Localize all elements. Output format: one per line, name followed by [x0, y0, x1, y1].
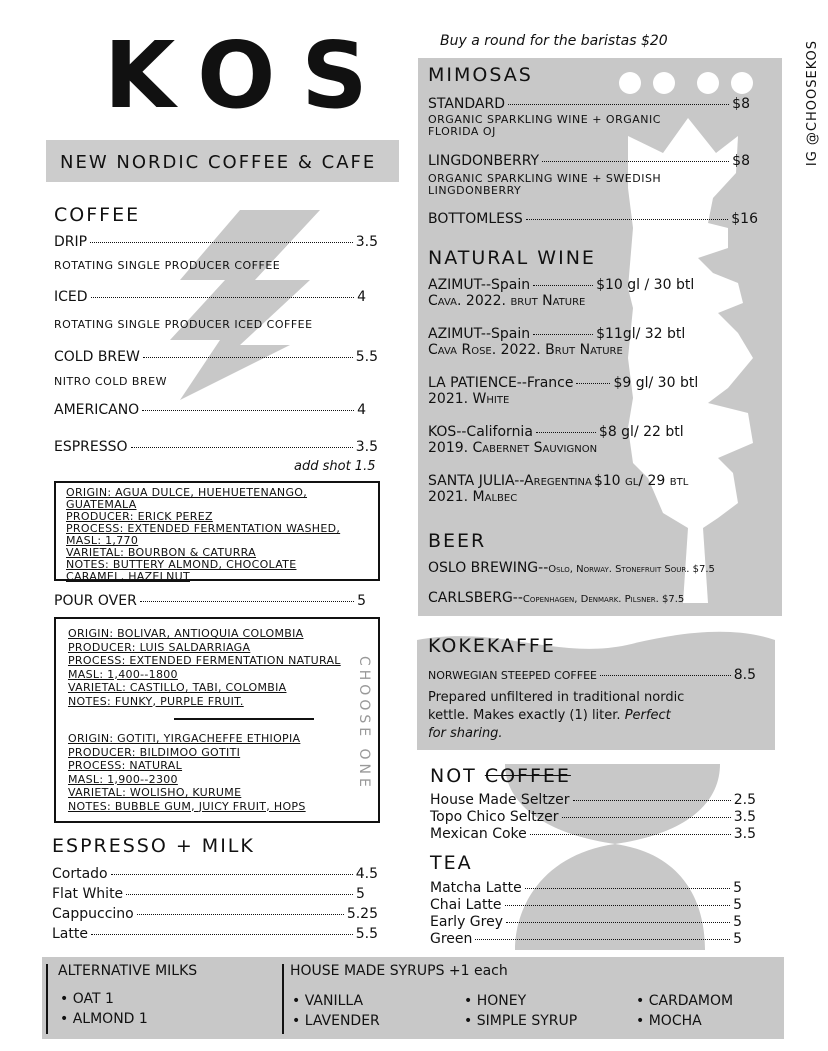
- mimosas-heading: MIMOSAS: [428, 64, 533, 86]
- item-desc: ORGANIC SPARKLING WINE + SWEDISH LINGDONBERRY: [428, 172, 662, 197]
- item-desc: ORGANIC SPARKLING WINE + ORGANIC FLORIDA OJ: [428, 113, 661, 138]
- wine-item: SANTA JULIA--Aregentina $10 gl/ 29 btl 2021. Malbec: [428, 473, 689, 505]
- menu-item-topo-chico: Topo Chico Seltzer 3.5: [430, 809, 756, 825]
- espresso-origin-details: ORIGIN: AGUA DULCE, HUEHUETENANGO, GUATEMALA PRODUCER: ERICK PEREZ PROCESS: EXTENDED FERMENTATION WASHED, MASL: 1,770 VARIETAL: BOURBON & CATURRA NOTES: BUTTERY ALMOND, CHOCOLATE CARAMEL, HAZELNUT: [66, 486, 341, 583]
- tea-list: [430, 880, 742, 948]
- item-desc: NITRO COLD BREW: [54, 375, 167, 388]
- syrup-simple: • SIMPLE SYRUP: [464, 1013, 578, 1029]
- menu-item-bottomless-mimosa: BOTTOMLESS $16: [428, 211, 758, 227]
- footer-divider: [282, 964, 284, 1034]
- menu-item-chai: Chai Latte 5: [430, 897, 742, 913]
- not-coffee-list: [430, 792, 756, 843]
- logo: KOS: [104, 22, 394, 129]
- menu-item-flat-white: Flat White 5: [52, 886, 365, 902]
- natural-wine-heading: NATURAL WINE: [428, 247, 596, 269]
- syrup-cardamom: • CARDAMOM: [636, 993, 734, 1009]
- menu-item-cortado: Cortado 4.5: [52, 866, 378, 882]
- beer-heading: BEER: [428, 530, 487, 552]
- beer-item-oslo: OSLO BREWING--Oslo, Norway. Stonefruit Sour. $7.5: [428, 560, 715, 576]
- menu-item-matcha: Matcha Latte 5: [430, 880, 742, 896]
- instagram-handle: IG @CHOOSEKOS: [805, 40, 820, 167]
- menu-item-americano: AMERICANO 4: [54, 402, 366, 418]
- wine-item: AZIMUT--Spain $11gl/ 32 btl Cava Rose. 2022. Brut Nature: [428, 326, 686, 358]
- menu-item-latte: Latte 5.5: [52, 926, 378, 942]
- kokekaffe-description: Prepared unfiltered in traditional nordic kettle. Makes exactly (1) liter. Perfect for sharing.: [428, 690, 685, 741]
- menu-item-espresso: ESPRESSO 3.5: [54, 439, 378, 455]
- menu-item-green: Green 5: [430, 931, 742, 947]
- footer-divider: [46, 964, 48, 1034]
- menu-item-drip: DRIP 3.5: [54, 234, 378, 250]
- syrup-mocha: • MOCHA: [636, 1013, 702, 1029]
- syrup-honey: • HONEY: [464, 993, 527, 1009]
- wine-item: AZIMUT--Spain $10 gl / 30 btl Cava. 2022. brut Nature: [428, 277, 695, 309]
- espresso-milk-list: [52, 864, 378, 944]
- menu-item-early-grey: Early Grey 5: [430, 914, 742, 930]
- alt-milks-heading: ALTERNATIVE MILKS: [58, 963, 198, 979]
- menu-item-kokekaffe: NORWEGIAN STEEPED COFFEE 8.5: [428, 667, 756, 683]
- wine-list: [428, 277, 768, 522]
- coffee-heading: COFFEE: [54, 204, 141, 226]
- pour-over-origin-box: [54, 617, 380, 823]
- tea-heading: TEA: [430, 852, 473, 874]
- choose-one-label: CHOOSE ONE: [356, 656, 372, 791]
- espresso-origin-box: [54, 481, 380, 581]
- subtitle: NEW NORDIC COFFEE & CAFE: [60, 152, 377, 173]
- menu-item-standard-mimosa: STANDARD $8: [428, 96, 750, 112]
- syrup-lavender: • LAVENDER: [292, 1013, 380, 1029]
- menu-item-seltzer: House Made Seltzer 2.5: [430, 792, 756, 808]
- pour-over-option-b: ORIGIN: GOTITI, YIRGACHEFFE ETHIOPIA PRODUCER: BILDIMOO GOTITI PROCESS: NATURAL MASL: 1,900--2300 VARIETAL: WOLISHO, KURUME NOTES: BUBBLE GUM, JUICY FRUIT, HOPS: [68, 732, 306, 813]
- menu-item-lingdonberry-mimosa: LINGDONBERRY $8: [428, 153, 750, 169]
- tagline: Buy a round for the baristas $20: [440, 33, 668, 49]
- kokekaffe-heading: KOKEKAFFE: [428, 635, 556, 657]
- beer-item-carlsberg: CARLSBERG--Copenhagen, Denmark. Pilsner. $7.5: [428, 590, 685, 606]
- alt-milk-almond: • ALMOND 1: [60, 1011, 148, 1027]
- add-shot-note: add shot 1.5: [294, 459, 376, 474]
- wine-item: KOS--California $8 gl/ 22 btl 2019. Cabernet Sauvignon: [428, 424, 684, 456]
- menu-item-mexican-coke: Mexican Coke 3.5: [430, 826, 756, 842]
- syrup-vanilla: • VANILLA: [292, 993, 364, 1009]
- menu-item-pour-over: POUR OVER 5: [54, 593, 366, 609]
- pour-over-option-a: ORIGIN: BOLIVAR, ANTIOQUIA COLOMBIA PRODUCER: LUIS SALDARRIAGA PROCESS: EXTENDED FERMENTATION NATURAL MASL: 1,400--1800 VARIETAL: CASTILLO, TABI, COLOMBIA NOTES: FUNKY, PURPLE FRUIT.: [68, 627, 341, 708]
- menu-item-iced: ICED 4: [54, 289, 366, 305]
- alt-milk-oat: • OAT 1: [60, 991, 114, 1007]
- menu-item-cappuccino: Cappuccino 5.25: [52, 906, 378, 922]
- menu-item-cold-brew: COLD BREW 5.5: [54, 349, 378, 365]
- syrups-heading: HOUSE MADE SYRUPS +1 each: [290, 963, 508, 979]
- not-coffee-heading: NOT COFFEE: [430, 765, 571, 787]
- wine-item: LA PATIENCE--France $9 gl/ 30 btl 2021. White: [428, 375, 699, 407]
- item-desc: ROTATING SINGLE PRODUCER COFFEE: [54, 259, 281, 272]
- espresso-milk-heading: ESPRESSO + MILK: [52, 835, 255, 857]
- item-desc: ROTATING SINGLE PRODUCER ICED COFFEE: [54, 318, 313, 331]
